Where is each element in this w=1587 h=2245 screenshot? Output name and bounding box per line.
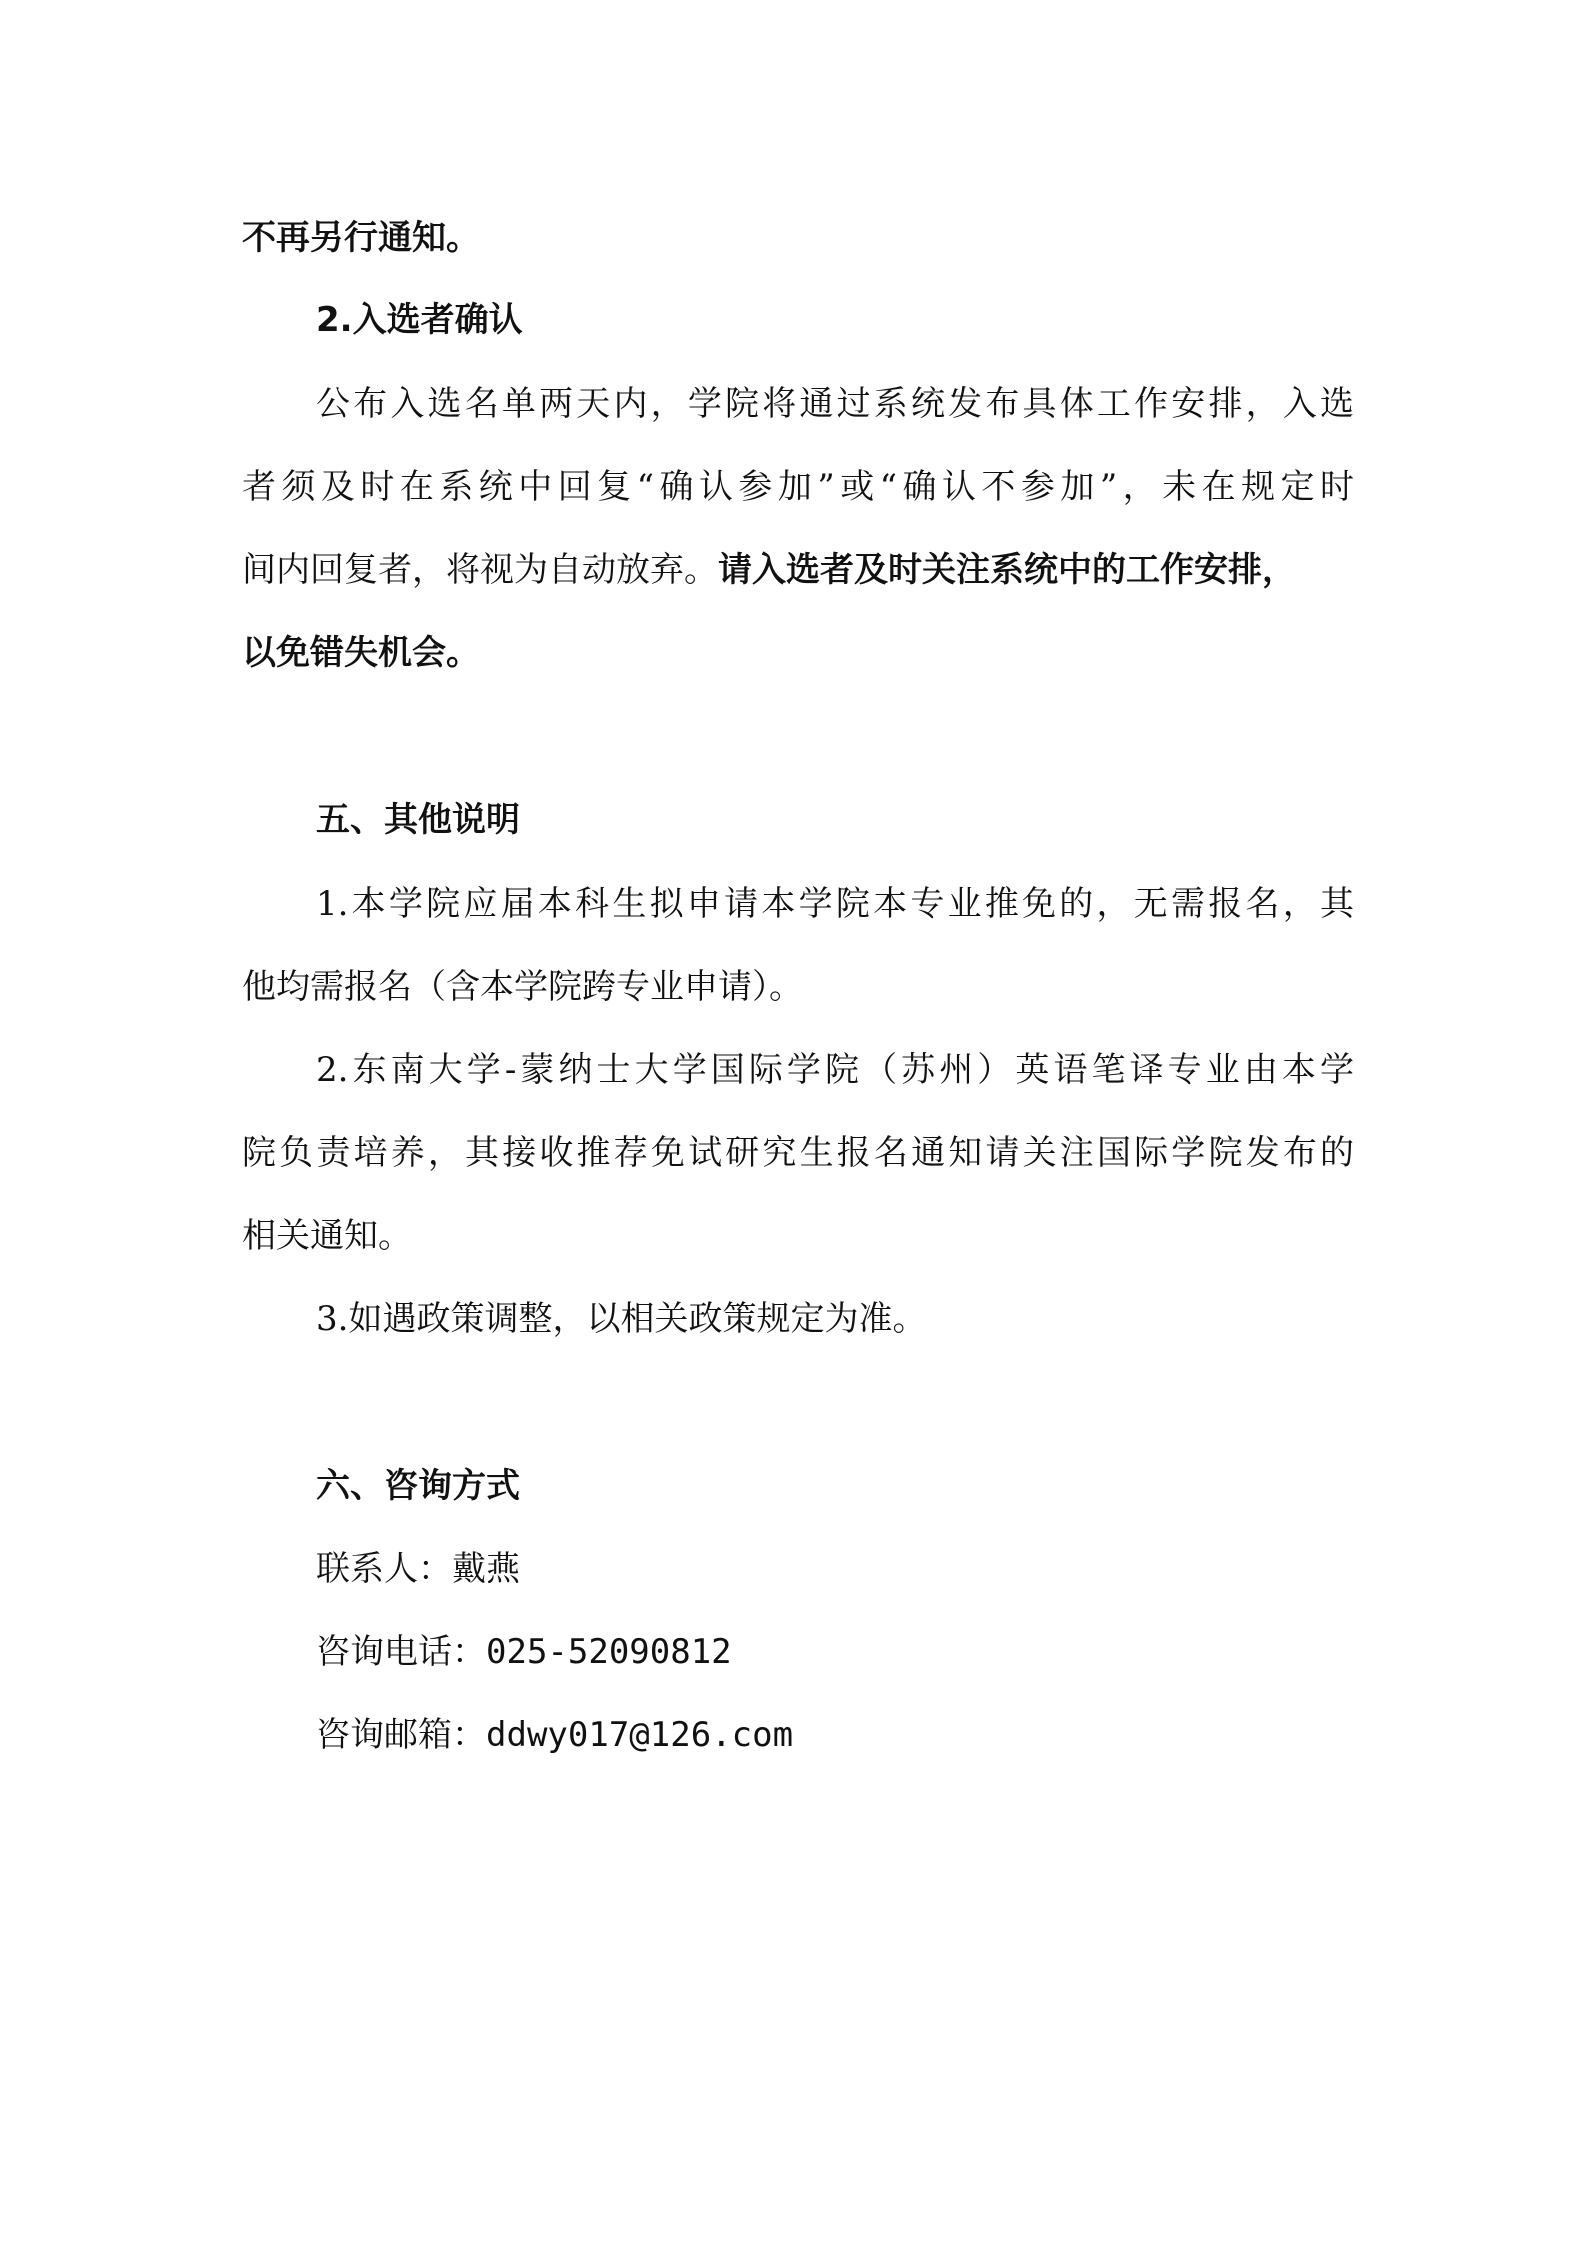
confirmation-para-line-4: 以免错失机会。 <box>242 633 480 673</box>
other-notes-item-2-line-1: 2.东南大学-蒙纳士大学国际学院（苏州）英语笔译专业由本学 <box>316 1050 1354 1090</box>
notice-end-line: 不再另行通知。 <box>242 218 480 258</box>
section-title-other-notes: 五、其他说明 <box>316 800 520 840</box>
contact-phone-value: 025-52090812 <box>486 1632 732 1672</box>
confirmation-para-line-3-normal: 间内回复者，将视为自动放弃。 <box>242 550 718 590</box>
contact-phone-line <box>316 1632 732 1672</box>
other-notes-item-2-line-3: 相关通知。 <box>242 1216 412 1256</box>
contact-person-value: 戴燕 <box>452 1549 520 1589</box>
confirmation-para-line-1: 公布入选名单两天内，学院将通过系统发布具体工作安排，入选 <box>316 384 1354 424</box>
contact-person-label: 联系人： <box>316 1549 452 1589</box>
confirmation-para-line-3 <box>242 550 1296 590</box>
confirmation-para-line-2: 者须及时在系统中回复“确认参加”或“确认不参加”，未在规定时 <box>242 467 1354 507</box>
contact-email-value: ddwy017@126.com <box>486 1715 794 1755</box>
contact-phone-label: 咨询电话： <box>316 1632 486 1672</box>
contact-email-line <box>316 1715 793 1755</box>
contact-person-line <box>316 1549 520 1589</box>
confirmation-para-line-3-bold: 请入选者及时关注系统中的工作安排， <box>718 550 1296 590</box>
other-notes-item-1-line-1: 1.本学院应届本科生拟申请本学院本专业推免的，无需报名，其 <box>316 884 1354 924</box>
subsection-title-confirmation: 2.入选者确认 <box>316 300 523 340</box>
other-notes-item-3: 3.如遇政策调整，以相关政策规定为准。 <box>316 1299 927 1339</box>
other-notes-item-1-line-2: 他均需报名（含本学院跨专业申请）。 <box>242 967 803 1007</box>
section-title-contact: 六、咨询方式 <box>316 1466 520 1506</box>
other-notes-item-2-line-2: 院负责培养，其接收推荐免试研究生报名通知请关注国际学院发布的 <box>242 1133 1354 1173</box>
contact-email-label: 咨询邮箱： <box>316 1715 486 1755</box>
